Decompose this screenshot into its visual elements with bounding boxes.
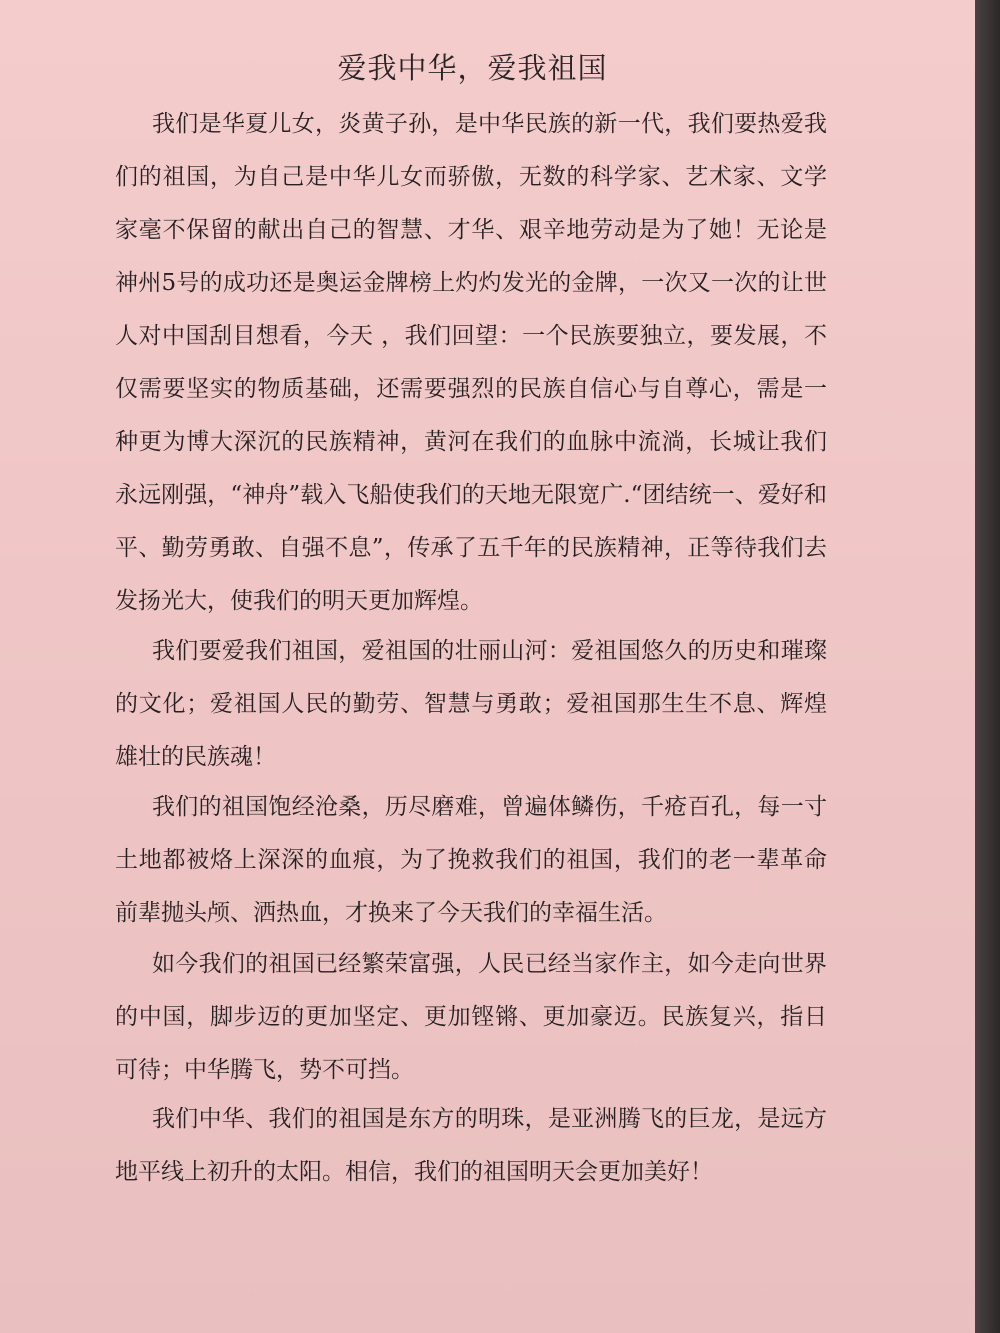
paragraph-3: 我们的祖国饱经沧桑，历尽磨难，曾遍体鳞伤，千疮百孔，每一寸土地都被烙上深深的血痕，为了挽救我们的祖国，我们的老一辈革命前辈抛头颅、洒热血，才换来了今天我们的幸福生活。 [115, 794, 827, 926]
paragraph-1: 我们是华夏儿女，炎黄子孙，是中华民族的新一代，我们要热爱我们的祖国，为自己是中华儿女而骄傲，无数的科学家、艺术家、文学家毫不保留的献出自己的智慧、才华、艰辛地劳动是为了她！无论是神州5号的成功还是奥运金牌榜上灼灼发光的金牌，一次又一次的让世人对中国刮目想看，今天 ，我们回望：一个民族要独立，要发展，不仅需要坚实的物质基础，还需要强烈的民族自信心与自尊心，需是一种更为博大深沉的民族精神，黄河在我们的血脉中流淌，长城让我们永远刚强，“神舟”载入飞船使我们的天地无限宽广.“团结统一、爱好和平、勤劳勇敢、自强不息”，传承了五千年的民族精神，正等待我们去发扬光大，使我们的明天更加辉煌。 [115, 111, 827, 614]
document-title: 爱我中华，爱我祖国 [337, 51, 608, 85]
paragraph-2: 我们要爱我们祖国，爱祖国的壮丽山河：爱祖国悠久的历史和璀璨的文化；爱祖国人民的勤劳、智慧与勇敢；爱祖国那生生不息、辉煌雄壮的民族魂！ [115, 638, 827, 770]
paragraph-5: 我们中华、我们的祖国是东方的明珠，是亚洲腾飞的巨龙，是远方地平线上初升的太阳。相信，我们的祖国明天会更加美好！ [115, 1106, 827, 1185]
paragraph-4: 如今我们的祖国已经繁荣富强，人民已经当家作主，如今走向世界的中国，脚步迈的更加坚定、更加铿锵、更加豪迈。民族复兴，指日可待；中华腾飞，势不可挡。 [115, 951, 827, 1083]
background-edge [975, 0, 1000, 1333]
